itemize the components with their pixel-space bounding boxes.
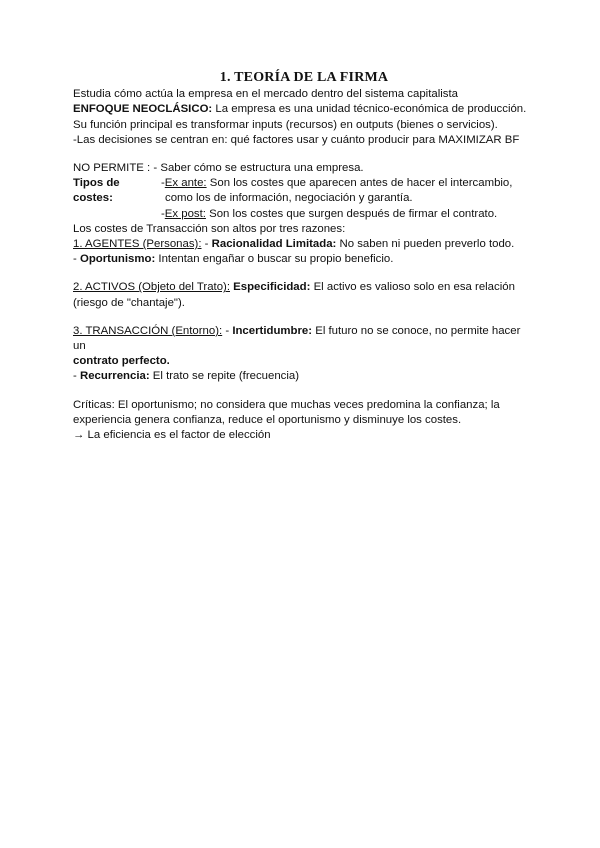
transaccion-label: 3. TRANSACCIÓN (Entorno):: [73, 324, 223, 337]
incertidumbre-label: Incertidumbre:: [232, 324, 313, 337]
s1-intro: Estudia cómo actúa la empresa en el mercado dentro del sistema capitalista: [73, 88, 458, 101]
section-1-heading: 1. TEORÍA DE LA FIRMA: [219, 70, 389, 85]
s1-line-3: Su función principal es transformar inputs (recursos) en outputs (bienes o servicios).: [73, 118, 498, 131]
transaccion-line-2: contrato perfecto.: [73, 355, 170, 368]
transaccion-line-3: - Recurrencia: El trato se repite (frecuencia): [73, 370, 300, 383]
supuestos-intro: Los costes de Transacción son altos por tres razones:: [73, 222, 346, 235]
spacer: [73, 385, 535, 398]
tipos-label: Tipos de costes:: [73, 177, 120, 205]
incertidumbre-text: El futuro no se conoce, no permite hacer un: [73, 324, 521, 353]
ex-ante-line: -Ex ante: Son los costes que aparecen antes de hacer el intercambio,: [161, 177, 513, 190]
ex-post-text: Son los costes que surgen después de firmar el contrato.: [205, 207, 498, 220]
ex-ante-text: Son los costes que aparecen antes de hacer el intercambio,: [206, 177, 513, 190]
recurrencia-text: El trato se repite (frecuencia): [149, 370, 300, 383]
oportunismo-label: Oportunismo:: [79, 253, 156, 266]
no-permite-line: [73, 161, 535, 176]
spacer: [73, 267, 535, 280]
ex-post-label: Ex post:: [164, 207, 206, 220]
agentes-line-2: - Oportunismo: Intentan engañar o buscar su propio beneficio.: [73, 253, 394, 266]
spacer: [73, 148, 535, 161]
neo-label: ENFOQUE NEOCLÁSICO:: [73, 103, 213, 116]
ex-ante-label: Ex ante:: [164, 177, 207, 190]
racionalidad-text: No saben ni pueden preverlo todo.: [336, 238, 515, 251]
final-line: → La eficiencia es el factor de elección: [73, 429, 271, 442]
transaccion-line-1: 3. TRANSACCIÓN (Entorno): - Incertidumbre: El futuro no se conoce, no permite hacer un: [73, 324, 521, 353]
criticas-paragraph: Críticas: El oportunismo; no considera que muchas veces predomina la confianza; la experiencia genera confianza, reduce el oportunismo y disminuye los costes.: [73, 398, 500, 426]
agentes-label: 1. AGENTES (Personas):: [73, 238, 202, 251]
activos-line-2: (riesgo de "chantaje").: [73, 296, 185, 309]
activos-line-1: [73, 280, 535, 295]
ex-post-line: -Ex post: Son los costes que surgen después de firmar el contrato.: [161, 207, 498, 220]
document-page: [73, 70, 535, 443]
no-permite-label: NO PERMITE :: [73, 162, 151, 175]
especificidad-label: Especificidad:: [233, 281, 311, 294]
s1-neoclassic: [73, 102, 535, 117]
spacer: [73, 311, 535, 324]
racionalidad-label: Racionalidad Limitada:: [211, 238, 337, 251]
agentes-line-1: 1. AGENTES (Personas): - Racionalidad Limitada: No saben ni pueden preverlo todo.: [73, 238, 515, 251]
tipos-costes: [73, 176, 535, 222]
oportunismo-text: Intentan engañar o buscar su propio beneficio.: [155, 253, 394, 266]
s1-line-4: -Las decisiones se centran en: qué factores usar y cuánto producir para MAXIMIZAR BF: [73, 133, 520, 146]
no-permite-item: - Saber cómo se estructura una empresa.: [150, 162, 364, 175]
activos-label: 2. ACTIVOS (Objeto del Trato):: [73, 281, 230, 294]
especificidad-text: El activo es valioso solo en esa relación: [310, 281, 515, 294]
tipos-items: [161, 176, 535, 222]
neo-text: La empresa es una unidad técnico-económica de producción.: [212, 103, 527, 116]
recurrencia-label: Recurrencia:: [79, 370, 150, 383]
ex-ante-line-2: como los de información, negociación y garantía.: [165, 192, 413, 205]
